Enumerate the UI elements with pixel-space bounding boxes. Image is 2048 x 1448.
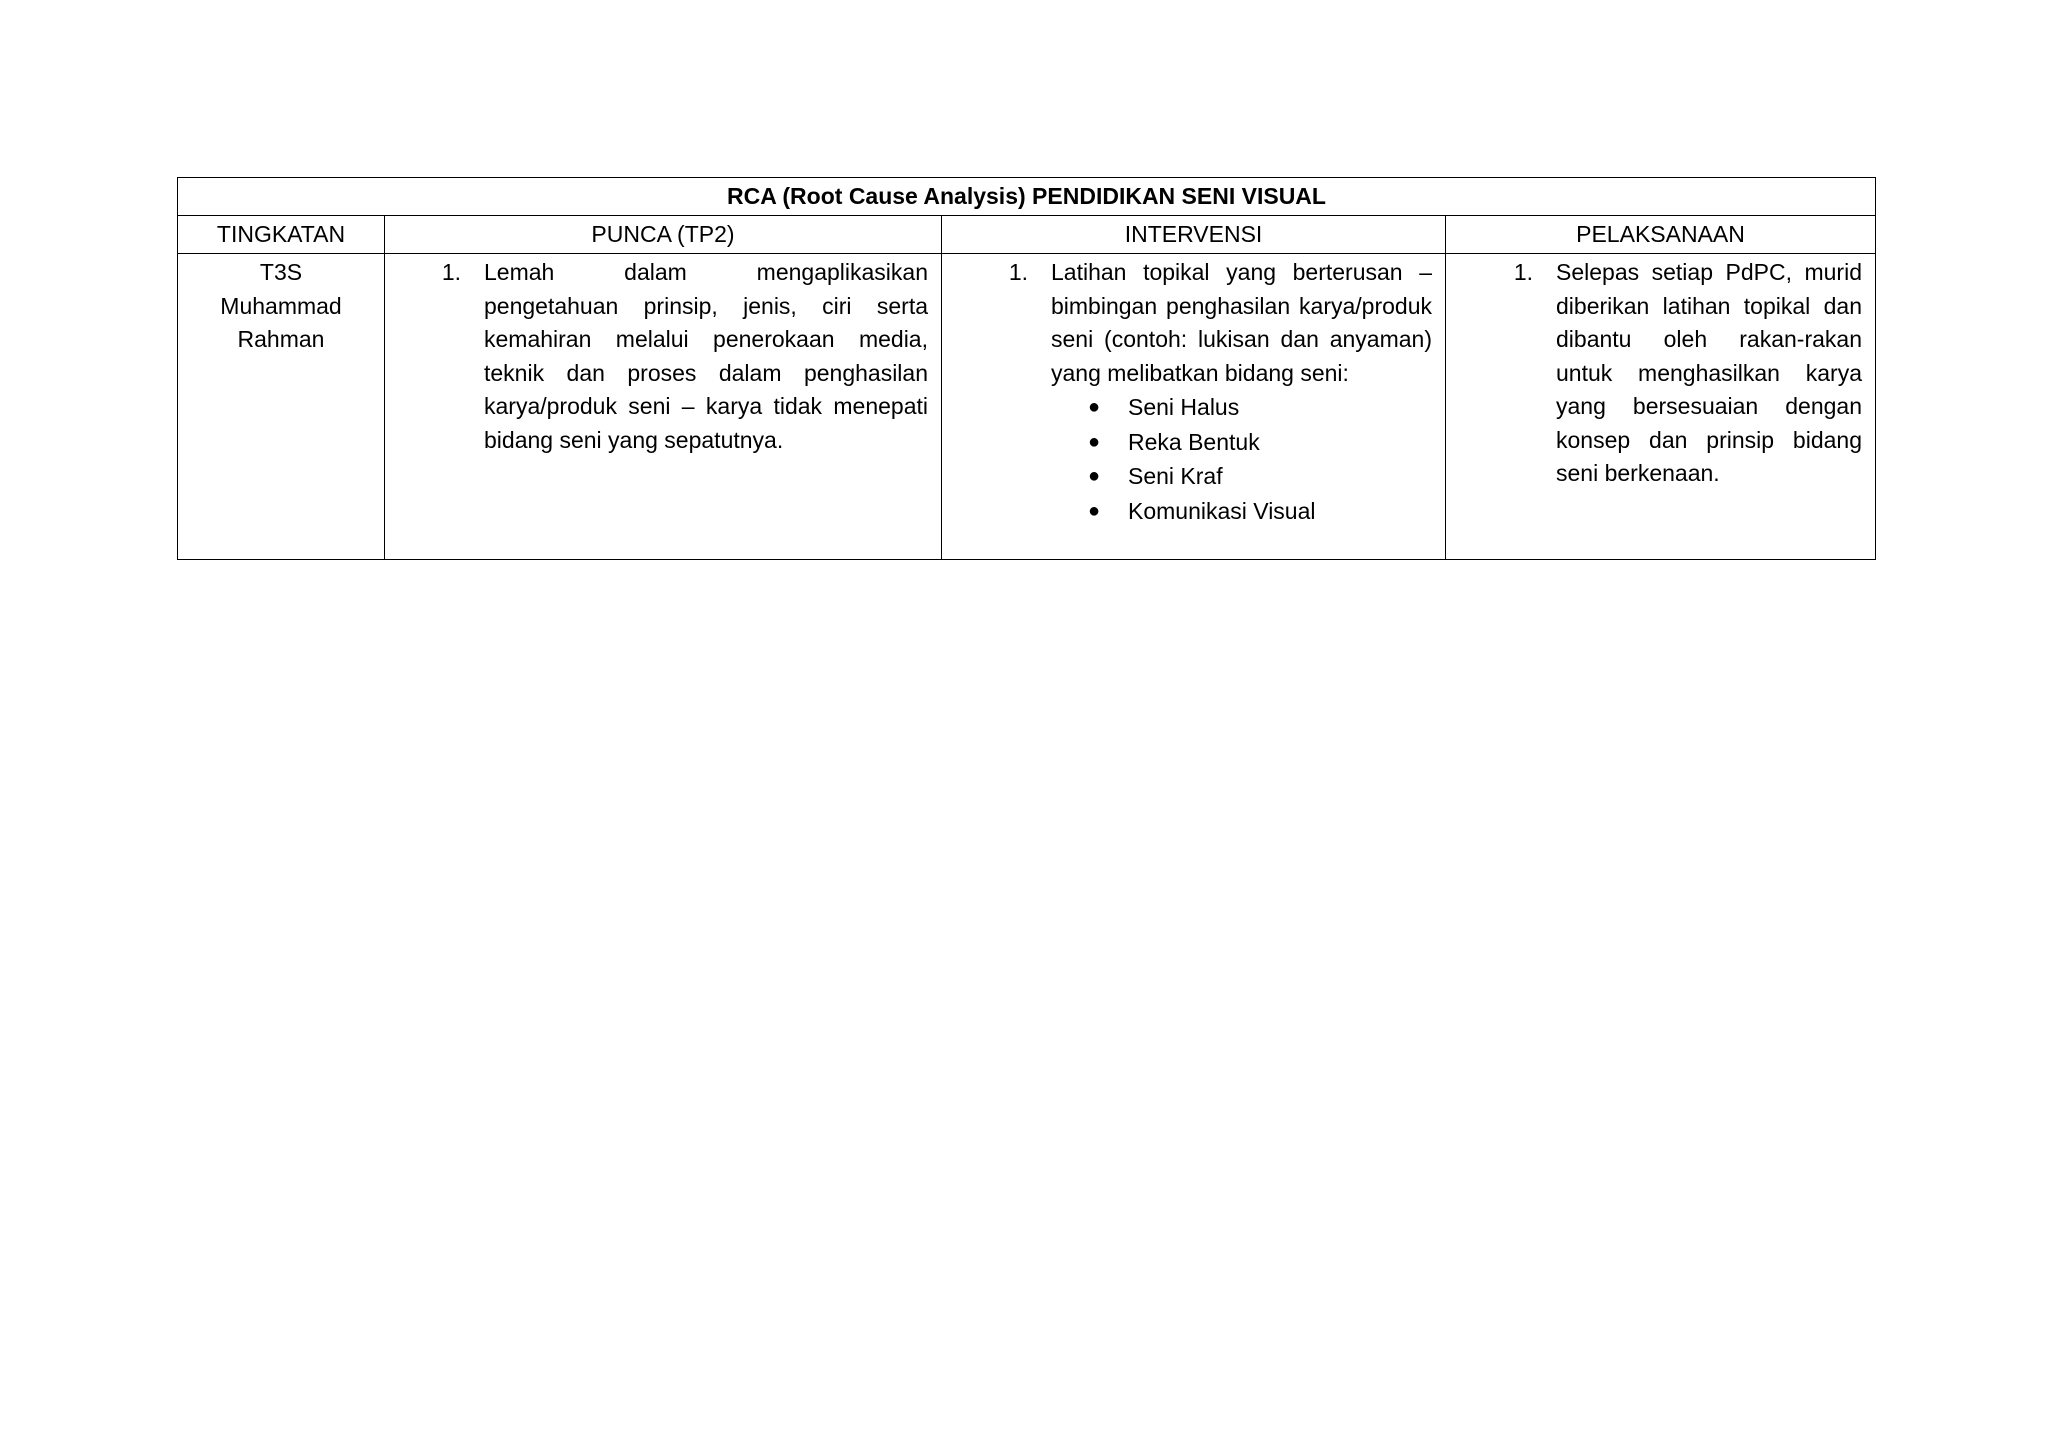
bullet-icon: ● xyxy=(1088,499,1101,522)
bullet-icon: ● xyxy=(1088,430,1101,453)
list-item xyxy=(1051,494,1432,529)
header-punca: PUNCA (TP2) xyxy=(385,216,942,254)
punca-item-text: Lemah dalam mengaplikasikan pengetahuan prinsip, jenis, ciri serta kemahiran melalui penerokaan media, teknik dan proses dalam penghasilan karya/produk seni – karya tidak menepati bidang seni yang sepatutnya. xyxy=(484,259,928,453)
bullet-icon: ● xyxy=(1088,465,1101,487)
bullet-text: Seni Halus xyxy=(1128,394,1240,420)
punca-item-number: 1. xyxy=(441,259,461,285)
header-intervensi: INTERVENSI xyxy=(942,216,1446,254)
bullet-text: Seni Kraf xyxy=(1128,463,1223,489)
bullet-icon: ● xyxy=(1088,396,1101,418)
bullet-text: Komunikasi Visual xyxy=(1128,497,1316,524)
rca-table xyxy=(177,177,1876,560)
intervensi-item xyxy=(942,254,1445,528)
list-item xyxy=(1051,459,1432,494)
table-row xyxy=(178,254,1876,560)
tingkatan-class: T3S xyxy=(259,259,303,285)
header-tingkatan: TINGKATAN xyxy=(178,216,385,254)
tingkatan-name-line2: Rahman xyxy=(237,326,325,352)
bullet-text: Reka Bentuk xyxy=(1128,428,1260,455)
intervensi-item-number: 1. xyxy=(1008,259,1028,285)
header-row xyxy=(178,216,1876,254)
table-title: RCA (Root Cause Analysis) PENDIDIKAN SENI VISUAL xyxy=(178,178,1876,216)
tingkatan-name-line1: Muhammad xyxy=(220,292,342,319)
intervensi-bullet-list xyxy=(1051,390,1432,528)
cell-pelaksanaan xyxy=(1446,254,1876,560)
title-row xyxy=(178,178,1876,216)
list-item xyxy=(1051,390,1432,425)
cell-intervensi xyxy=(942,254,1446,560)
pelaksanaan-item-number: 1. xyxy=(1513,259,1533,285)
punca-item xyxy=(385,254,941,457)
list-item xyxy=(1051,425,1432,460)
header-pelaksanaan: PELAKSANAAN xyxy=(1446,216,1876,254)
pelaksanaan-item-text: Selepas setiap PdPC, murid diberikan latihan topikal dan dibantu oleh rakan-rakan untuk menghasilkan karya yang bersesuaian dengan konsep dan prinsip bidang seni berkenaan. xyxy=(1556,259,1862,486)
cell-punca xyxy=(385,254,942,560)
cell-tingkatan xyxy=(178,254,385,560)
pelaksanaan-item xyxy=(1446,254,1875,491)
intervensi-item-text: Latihan topikal yang berterusan – bimbingan penghasilan karya/produk seni (contoh: lukisan dan anyaman) yang melibatkan bidang seni: xyxy=(1051,259,1432,386)
